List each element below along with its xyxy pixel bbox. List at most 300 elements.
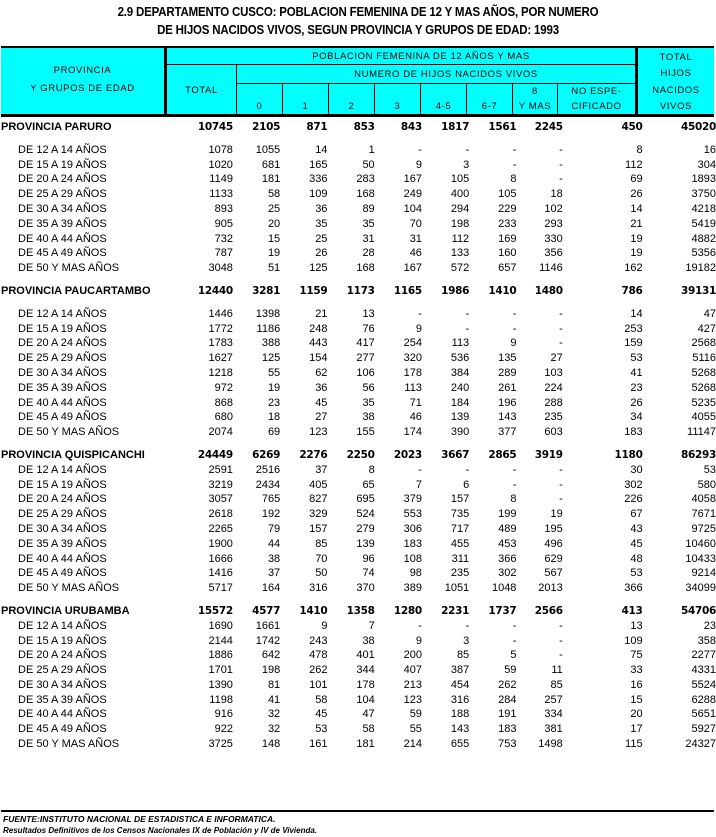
cell-hijos-0: 44: [267, 537, 281, 550]
cell-no-especificado: 19: [630, 232, 643, 245]
cell-no-especificado: 226: [624, 493, 643, 506]
cell-hijos-2: 31: [362, 232, 375, 245]
cell-hijos-6-7: 1737: [488, 604, 517, 617]
header-numero-hijos: NUMERO DE HIJOS NACIDOS VIVOS: [354, 68, 538, 80]
header-total-hijos-b: HIJOS: [660, 67, 692, 79]
cell-hijos-2: 139: [356, 537, 375, 550]
cell-hijos-3: 320: [403, 352, 422, 365]
cell-hijos-0: 765: [261, 493, 281, 506]
age-group-label: DE 30 A 34 AÑOS: [18, 366, 107, 379]
table-row: [1, 619, 716, 634]
cell-hijos-8-mas: 18: [550, 188, 563, 201]
cell-hijos-1: 827: [309, 493, 328, 506]
footer-rule: [1, 810, 714, 812]
cell-hijos-1: 243: [309, 634, 328, 647]
cell-hijos-4-5: 133: [450, 247, 470, 260]
cell-hijos-0: 388: [261, 337, 281, 350]
table-row: [1, 552, 716, 567]
cell-total: 15572: [197, 604, 233, 617]
cell-total: 1020: [208, 158, 233, 171]
cell-hijos-8-mas: -: [559, 463, 563, 476]
cell-no-especificado: 162: [624, 262, 643, 275]
cell-total-hijos: 23: [703, 619, 716, 632]
cell-total-hijos: 5268: [691, 366, 716, 379]
cell-hijos-0: 20: [267, 217, 281, 230]
table-row: [1, 663, 716, 678]
cell-hijos-2: 277: [356, 352, 375, 365]
cell-hijos-1: 70: [315, 552, 328, 565]
cell-hijos-2: 106: [356, 366, 375, 379]
cell-hijos-3: 254: [403, 337, 422, 350]
cell-hijos-3: 214: [403, 738, 422, 751]
cell-hijos-2: 89: [362, 202, 375, 215]
cell-no-especificado: 75: [630, 649, 643, 662]
cell-hijos-8-mas: 11: [551, 664, 563, 677]
table-row: [1, 722, 716, 737]
cell-no-especificado: 115: [625, 738, 643, 751]
cell-total: 1690: [208, 619, 233, 632]
cell-hijos-4-5: 6: [463, 478, 470, 491]
cell-hijos-3: 2023: [393, 448, 422, 461]
cell-total-hijos: 86293: [680, 448, 716, 461]
cell-hijos-6-7: 366: [498, 552, 517, 565]
cell-no-especificado: 26: [630, 396, 643, 409]
cell-hijos-4-5: 387: [450, 664, 470, 677]
age-group-label: DE 15 A 19 AÑOS: [18, 322, 107, 335]
cell-hijos-0: 58: [267, 188, 281, 201]
cell-hijos-6-7: 191: [498, 708, 517, 721]
cell-hijos-4-5: 184: [450, 396, 470, 409]
cell-hijos-3: 178: [403, 366, 422, 379]
cell-hijos-2: 853: [353, 121, 375, 133]
cell-hijos-8-mas: 334: [544, 708, 563, 721]
age-group-label: DE 12 A 14 AÑOS: [18, 619, 107, 632]
cell-hijos-4-5: 384: [450, 366, 470, 379]
cell-hijos-3: 7: [415, 478, 422, 491]
cell-hijos-2: 76: [362, 322, 375, 335]
cell-hijos-8-mas: -: [559, 493, 563, 506]
cell-hijos-2: 38: [362, 634, 375, 647]
cell-total: 787: [214, 247, 233, 260]
cell-hijos-2: 401: [356, 649, 375, 662]
cell-total-hijos: 580: [697, 478, 716, 491]
cell-no-especificado: 34: [630, 411, 643, 424]
header-no-especificado-a: NO ESPE-: [571, 85, 622, 97]
cell-hijos-8-mas: -: [559, 143, 563, 156]
cell-total-hijos: 4055: [691, 411, 716, 424]
cell-hijos-0: 19: [267, 381, 281, 394]
cell-total-hijos: 45020: [680, 121, 716, 133]
table-row: [1, 537, 716, 552]
cell-total: 2591: [208, 463, 233, 476]
cell-hijos-8-mas: 85: [550, 678, 563, 691]
cell-hijos-8-mas: 103: [544, 366, 563, 379]
cell-hijos-2: 96: [362, 552, 375, 565]
cell-hijos-8-mas: 381: [544, 723, 563, 736]
age-group-label: DE 50 Y MAS AÑOS: [18, 426, 120, 439]
cell-hijos-6-7: 261: [498, 381, 517, 394]
cell-hijos-0: 6269: [252, 448, 281, 461]
cell-total: 12440: [197, 284, 233, 297]
cell-hijos-2: 181: [356, 738, 375, 751]
cell-hijos-6-7: 143: [498, 411, 517, 424]
cell-hijos-6-7: -: [512, 463, 517, 476]
cell-hijos-6-7: 453: [498, 537, 517, 550]
cell-total-hijos: 19182: [685, 262, 716, 275]
cell-total-hijos: 5268: [691, 381, 716, 394]
cell-hijos-3: 407: [403, 664, 422, 677]
cell-total: 24449: [197, 448, 233, 461]
cell-total-hijos: 9725: [691, 522, 716, 535]
cell-hijos-1: 1159: [299, 284, 328, 297]
cell-hijos-0: 2105: [252, 121, 281, 133]
cell-hijos-2: 1358: [346, 604, 375, 617]
age-group-label: DE 40 A 44 AÑOS: [18, 552, 107, 565]
cell-hijos-1: 101: [309, 678, 328, 691]
cell-hijos-8-mas: -: [559, 619, 563, 632]
cell-hijos-8-mas: 257: [544, 693, 563, 706]
table-row: [1, 322, 716, 337]
age-group-label: DE 30 A 34 AÑOS: [18, 522, 107, 535]
table-row: [1, 522, 716, 537]
table-row: [1, 232, 716, 247]
province-total-row: [1, 448, 716, 463]
cell-total-hijos: 6288: [691, 693, 716, 706]
cell-hijos-8-mas: 2566: [534, 604, 563, 617]
cell-no-especificado: 48: [630, 552, 643, 565]
cell-total-hijos: 427: [697, 322, 716, 335]
age-group-label: DE 35 A 39 AÑOS: [18, 537, 107, 550]
age-group-label: DE 20 A 24 AÑOS: [18, 649, 107, 662]
cell-hijos-0: 32: [267, 708, 281, 721]
cell-hijos-3: 123: [403, 693, 422, 706]
cell-hijos-2: 524: [356, 508, 375, 521]
cell-hijos-1: 443: [309, 337, 328, 350]
cell-hijos-0: 1742: [255, 634, 281, 647]
cell-total: 3725: [208, 738, 233, 751]
cell-hijos-0: 79: [267, 522, 281, 535]
cell-hijos-6-7: 1410: [488, 284, 517, 297]
cell-hijos-4-5: 454: [450, 678, 470, 691]
cell-total: 972: [214, 381, 233, 394]
cell-hijos-6-7: 8: [510, 493, 517, 506]
cell-total: 868: [214, 396, 233, 409]
cell-total-hijos: 5356: [691, 247, 716, 260]
cell-hijos-8-mas: -: [559, 307, 563, 320]
cell-hijos-4-5: 316: [450, 693, 470, 706]
cell-hijos-2: 47: [362, 708, 375, 721]
cell-no-especificado: 14: [630, 307, 643, 320]
cell-hijos-3: 183: [403, 537, 422, 550]
cell-hijos-2: 283: [356, 173, 375, 186]
table-header: [1, 48, 714, 117]
cell-hijos-0: 1398: [255, 307, 281, 320]
cell-hijos-8-mas: 293: [544, 217, 563, 230]
cell-hijos-8-mas: -: [559, 634, 563, 647]
cell-total: 2265: [208, 522, 233, 535]
cell-no-especificado: 253: [624, 322, 643, 335]
cell-total-hijos: 5116: [692, 352, 716, 365]
cell-total: 1218: [208, 366, 233, 379]
cell-hijos-3: 200: [403, 649, 422, 662]
cell-hijos-4-5: 536: [450, 352, 470, 365]
cell-hijos-1: 36: [315, 381, 328, 394]
cell-total-hijos: 10460: [685, 537, 716, 550]
table-row: [1, 707, 716, 722]
cell-hijos-6-7: 5: [510, 649, 517, 662]
cell-hijos-4-5: -: [465, 322, 470, 335]
cell-hijos-4-5: 3667: [441, 448, 470, 461]
cell-hijos-1: 36: [315, 202, 328, 215]
cell-hijos-8-mas: -: [559, 322, 563, 335]
header-col-6-7: 6-7: [481, 100, 498, 112]
header-total-hijos-d: VIVOS: [659, 100, 693, 112]
table-row: [1, 143, 716, 158]
age-group-label: DE 25 A 29 AÑOS: [18, 188, 107, 201]
cell-total-hijos: 5419: [691, 217, 716, 230]
cell-hijos-8-mas: 102: [544, 202, 563, 215]
cell-total: 905: [214, 217, 233, 230]
cell-hijos-4-5: 240: [450, 381, 470, 394]
cell-hijos-3: 46: [409, 247, 422, 260]
cell-hijos-3: 306: [403, 522, 422, 535]
cell-hijos-8-mas: 567: [544, 567, 563, 580]
cell-hijos-2: 370: [356, 582, 375, 595]
cell-no-especificado: 8: [636, 143, 643, 156]
cell-total: 1900: [208, 537, 233, 550]
table-row: [1, 463, 716, 478]
cell-hijos-0: 51: [267, 262, 281, 275]
cell-hijos-6-7: 9: [510, 337, 517, 350]
cell-hijos-2: 74: [362, 567, 375, 580]
cell-hijos-2: 50: [362, 158, 375, 171]
cell-no-especificado: 16: [630, 678, 643, 691]
cell-total-hijos: 7671: [691, 508, 716, 521]
cell-hijos-0: 181: [261, 173, 281, 186]
cell-hijos-4-5: 3: [463, 158, 470, 171]
cell-hijos-3: 1280: [393, 604, 422, 617]
cell-hijos-4-5: 294: [450, 202, 470, 215]
cell-hijos-2: 35: [362, 217, 375, 230]
cell-total-hijos: 4331: [691, 664, 716, 677]
cell-hijos-1: 123: [309, 426, 328, 439]
table-row: [1, 202, 716, 217]
cell-total-hijos: 34099: [685, 582, 716, 595]
data-table: [1, 120, 716, 752]
cell-hijos-2: 168: [356, 262, 375, 275]
header-no-especificado-b: CIFICADO: [571, 100, 622, 112]
cell-hijos-6-7: -: [512, 307, 517, 320]
cell-hijos-4-5: 311: [451, 552, 470, 565]
cell-hijos-8-mas: 235: [544, 411, 563, 424]
cell-hijos-4-5: 1817: [441, 121, 470, 133]
spacer-row: [1, 440, 716, 448]
cell-no-especificado: 23: [630, 381, 643, 394]
cell-hijos-4-5: -: [465, 307, 470, 320]
age-group-label: DE 25 A 29 AÑOS: [18, 352, 107, 365]
table-row: [1, 187, 716, 202]
cell-total: 3219: [208, 478, 233, 491]
cell-hijos-6-7: 199: [498, 508, 517, 521]
cell-hijos-3: 9: [415, 322, 422, 335]
age-group-label: DE 15 A 19 AÑOS: [18, 478, 107, 491]
cell-total-hijos: 5651: [691, 708, 716, 721]
age-group-label: DE 15 A 19 AÑOS: [18, 634, 107, 647]
cell-no-especificado: 15: [630, 693, 643, 706]
cell-hijos-3: 167: [403, 173, 422, 186]
cell-total: 1886: [208, 649, 233, 662]
cell-no-especificado: 26: [630, 188, 643, 201]
cell-hijos-6-7: 753: [498, 738, 517, 751]
footer-source: FUENTE:INSTITUTO NACIONAL DE ESTADISTICA E INFORMATICA.: [3, 814, 276, 824]
cell-total-hijos: 24327: [685, 738, 716, 751]
cell-hijos-3: 174: [403, 426, 422, 439]
cell-hijos-3: 389: [403, 582, 422, 595]
cell-hijos-3: -: [418, 143, 422, 156]
cell-hijos-4-5: 2231: [441, 604, 470, 617]
cell-hijos-3: 1165: [393, 284, 422, 297]
age-group-label: DE 35 A 39 AÑOS: [18, 693, 107, 706]
header-col-4-5: 4-5: [435, 100, 452, 112]
cell-hijos-1: 9: [321, 619, 328, 632]
cell-hijos-3: 59: [409, 708, 422, 721]
cell-hijos-8-mas: 195: [544, 522, 563, 535]
cell-hijos-1: 248: [309, 322, 328, 335]
cell-hijos-0: 3281: [252, 284, 281, 297]
age-group-label: DE 12 A 14 AÑOS: [18, 463, 107, 476]
cell-total: 1078: [208, 143, 233, 156]
cell-hijos-3: 167: [403, 262, 422, 275]
cell-no-especificado: 67: [630, 508, 643, 521]
cell-hijos-6-7: 233: [498, 217, 517, 230]
table-row: [1, 366, 716, 381]
cell-hijos-1: 161: [309, 738, 328, 751]
cell-total: 732: [214, 232, 233, 245]
cell-hijos-2: 279: [356, 522, 375, 535]
cell-hijos-6-7: 289: [498, 366, 517, 379]
cell-hijos-0: 164: [261, 582, 281, 595]
cell-hijos-4-5: 112: [451, 232, 470, 245]
cell-hijos-3: 108: [403, 552, 422, 565]
cell-hijos-3: 113: [404, 381, 422, 394]
table-row: [1, 172, 716, 187]
table-title: [29, 0, 688, 39]
cell-hijos-4-5: 113: [451, 337, 470, 350]
cell-no-especificado: 13: [630, 619, 643, 632]
cell-hijos-1: 329: [309, 508, 328, 521]
cell-hijos-8-mas: 330: [544, 232, 563, 245]
age-group-label: DE 45 A 49 AÑOS: [18, 723, 107, 736]
cell-hijos-0: 2516: [255, 463, 281, 476]
cell-total-hijos: 16: [703, 143, 716, 156]
header-provincia: PROVINCIA: [53, 64, 112, 76]
cell-hijos-0: 69: [267, 426, 281, 439]
cell-hijos-2: 695: [356, 493, 375, 506]
cell-no-especificado: 786: [621, 284, 643, 297]
cell-total-hijos: 5235: [691, 396, 716, 409]
cell-no-especificado: 43: [630, 522, 643, 535]
header-total: TOTAL: [185, 84, 218, 96]
cell-hijos-3: 9: [415, 634, 422, 647]
cell-hijos-6-7: 657: [498, 262, 517, 275]
cell-total: 916: [214, 708, 233, 721]
header-col-2: 2: [348, 100, 355, 112]
cell-hijos-0: 4577: [252, 604, 281, 617]
cell-total-hijos: 4218: [691, 202, 716, 215]
age-group-label: DE 40 A 44 AÑOS: [18, 232, 107, 245]
cell-hijos-2: 8: [368, 463, 375, 476]
age-group-label: DE 20 A 24 AÑOS: [18, 493, 107, 506]
cell-hijos-1: 871: [306, 121, 328, 133]
cell-no-especificado: 69: [630, 173, 643, 186]
cell-hijos-6-7: 302: [498, 567, 517, 580]
table-row: [1, 737, 716, 752]
cell-hijos-2: 38: [362, 411, 375, 424]
cell-hijos-0: 192: [261, 508, 281, 521]
cell-hijos-3: 9: [415, 158, 422, 171]
age-group-label: DE 25 A 29 AÑOS: [18, 664, 107, 677]
table-row: [1, 381, 716, 396]
cell-hijos-6-7: 59: [504, 664, 517, 677]
cell-hijos-6-7: 284: [498, 693, 517, 706]
cell-total-hijos: 2568: [691, 337, 716, 350]
cell-hijos-1: 125: [309, 262, 328, 275]
cell-hijos-1: 109: [309, 188, 328, 201]
cell-total-hijos: 10433: [685, 552, 716, 565]
cell-hijos-3: 553: [403, 508, 422, 521]
cell-hijos-8-mas: -: [559, 158, 563, 171]
cell-hijos-3: -: [418, 619, 422, 632]
cell-hijos-6-7: 196: [498, 396, 517, 409]
cell-no-especificado: 450: [621, 121, 643, 133]
cell-total-hijos: 47: [703, 307, 716, 320]
cell-total: 1390: [208, 678, 233, 691]
age-group-label: DE 50 Y MAS AÑOS: [18, 582, 120, 595]
age-group-label: DE 30 A 34 AÑOS: [18, 678, 107, 691]
header-col-8-a: 8: [532, 85, 538, 97]
cell-hijos-1: 85: [315, 537, 328, 550]
province-name: PROVINCIA URUBAMBA: [1, 604, 130, 617]
cell-hijos-4-5: 3: [463, 634, 470, 647]
cell-total: 5717: [208, 582, 233, 595]
header-col-1: 1: [302, 100, 309, 112]
age-group-label: DE 30 A 34 AÑOS: [18, 202, 107, 215]
cell-no-especificado: 183: [624, 426, 643, 439]
cell-hijos-4-5: 235: [450, 567, 470, 580]
cell-total: 1198: [209, 693, 233, 706]
cell-hijos-8-mas: 2245: [534, 121, 563, 133]
cell-hijos-6-7: 183: [498, 723, 517, 736]
cell-hijos-6-7: -: [512, 619, 517, 632]
cell-hijos-1: 37: [315, 463, 328, 476]
cell-hijos-0: 38: [267, 552, 281, 565]
cell-hijos-1: 478: [309, 649, 328, 662]
table-row: [1, 507, 716, 522]
header-poblacion-femenina: POBLACION FEMENINA DE 12 AÑOS Y MAS: [312, 50, 530, 62]
cell-hijos-1: 58: [315, 693, 328, 706]
cell-hijos-0: 198: [261, 664, 281, 677]
cell-hijos-0: 19: [267, 247, 281, 260]
cell-hijos-1: 35: [315, 217, 328, 230]
cell-hijos-0: 2434: [255, 478, 281, 491]
table-row: [1, 396, 716, 411]
province-name: PROVINCIA PARURO: [1, 121, 112, 133]
cell-hijos-1: 1410: [299, 604, 328, 617]
title-line-1: 2.9 DEPARTAMENTO CUSCO: POBLACION FEMENINA DE 12 Y MAS AÑOS, POR NUMERO: [117, 5, 599, 19]
cell-hijos-4-5: 198: [450, 217, 470, 230]
cell-hijos-0: 681: [261, 158, 281, 171]
cell-no-especificado: 1180: [614, 448, 643, 461]
